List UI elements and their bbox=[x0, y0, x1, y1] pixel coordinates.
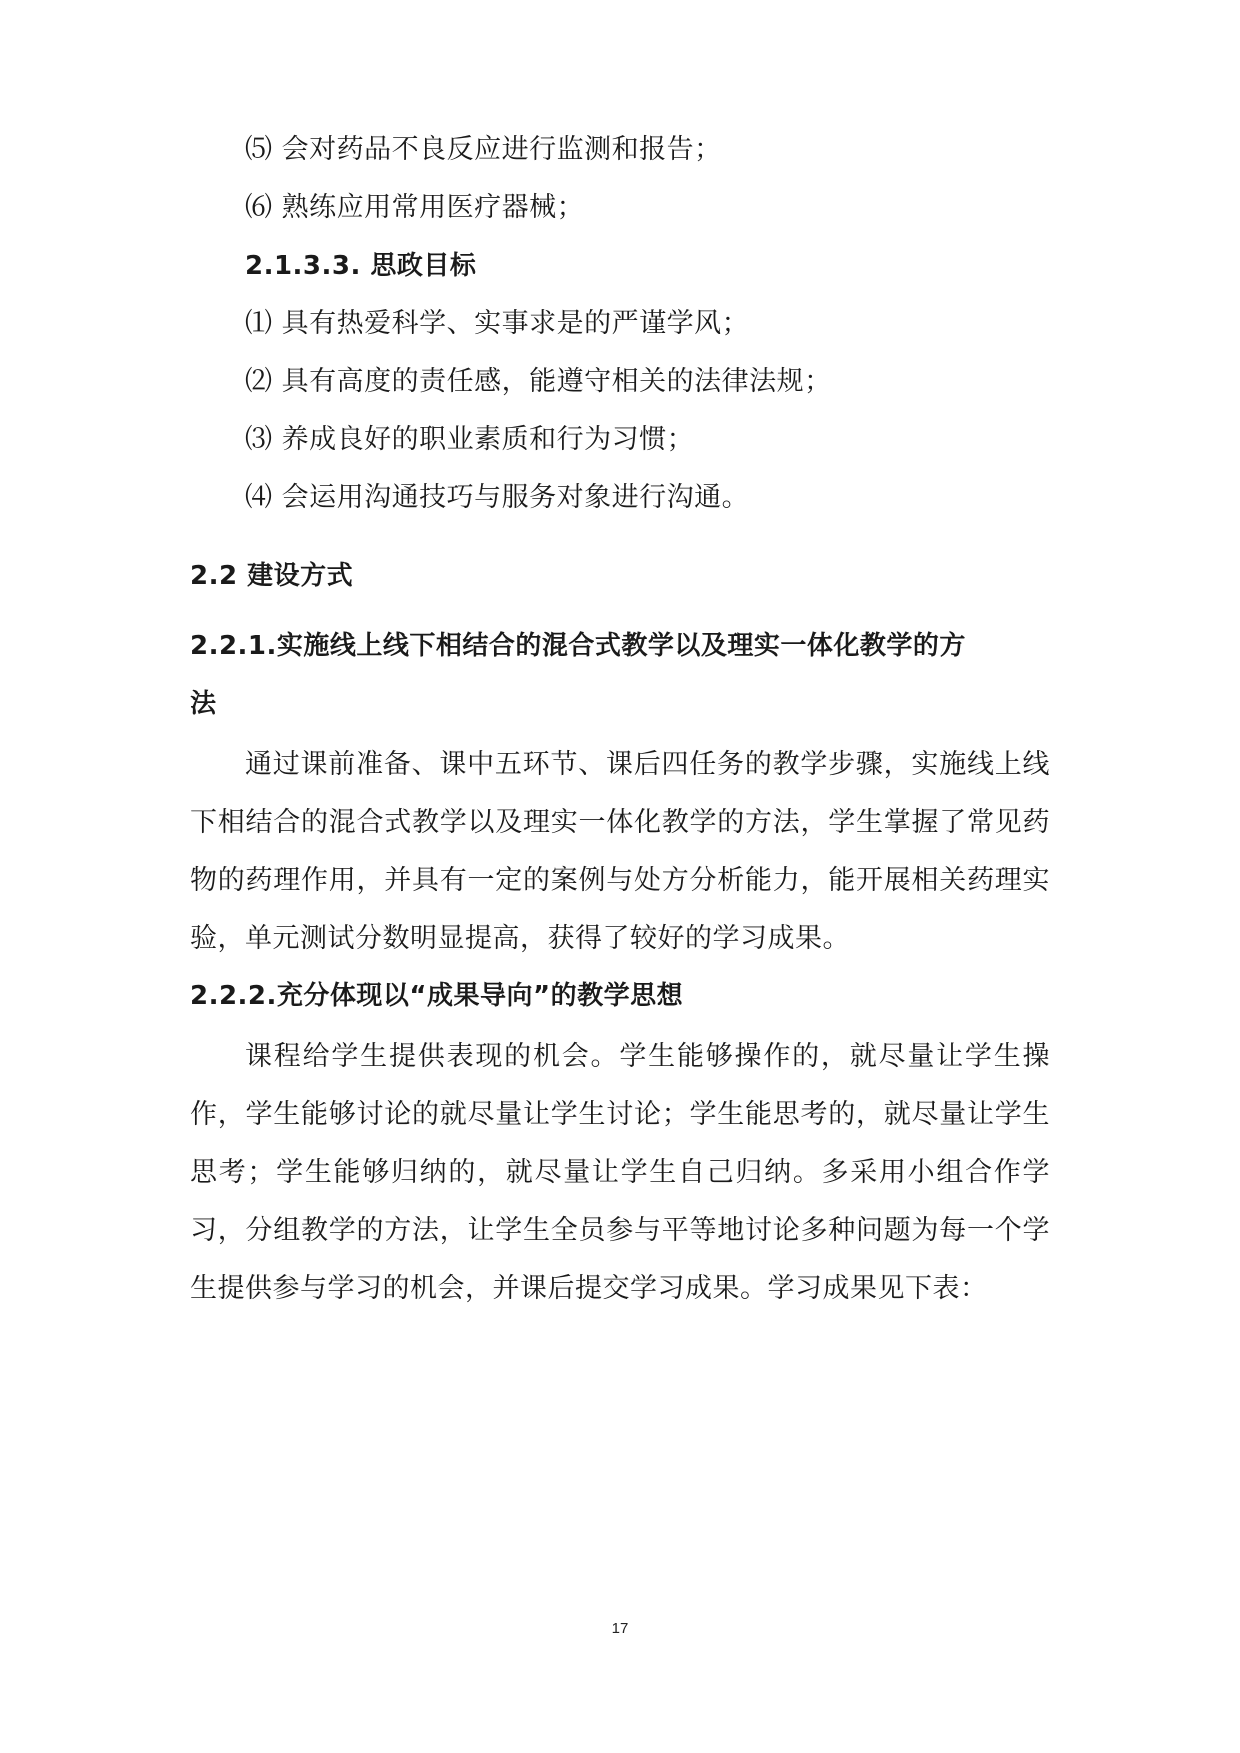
list-item: ⑷ 会运用沟通技巧与服务对象进行沟通。 bbox=[245, 482, 750, 513]
list-item: ⑵ 具有高度的责任感，能遵守相关的法律法规； bbox=[245, 366, 832, 397]
list-item-5: ⑸ 会对药品不良反应进行监测和报告； bbox=[245, 134, 722, 165]
list-item-6: ⑹ 熟练应用常用医疗器械； bbox=[245, 192, 585, 223]
heading-221-line2: 法 bbox=[190, 689, 217, 719]
list-item: ⑶ 养成良好的职业素质和行为习惯； bbox=[245, 424, 695, 455]
list-item: ⑴ 具有热爱科学、实事求是的严谨学风； bbox=[245, 308, 750, 339]
page-number: 17 bbox=[611, 1620, 629, 1637]
heading-2133: 2.1.3.3. 思政目标 bbox=[245, 251, 477, 281]
paragraph-221: 通过课前准备、课中五环节、课后四任务的教学步骤，实施线上线下相结合的混合式教学以及理实一体化教学的方法，学生掌握了常见药物的药理作用，并具有一定的案例与处方分析能力，能开展相关药理实验，单元测试分数明显提高，获得了较好的学习成果。 bbox=[190, 749, 1050, 954]
heading-22: 2.2 建设方式 bbox=[190, 561, 354, 591]
paragraph-222: 课程给学生提供表现的机会。学生能够操作的，就尽量让学生操作，学生能够讨论的就尽量让学生讨论；学生能思考的，就尽量让学生思考；学生能够归纳的，就尽量让学生自己归纳。多采用小组合作学习，分组教学的方法，让学生全员参与平等地讨论多种问题为每一个学生提供参与学习的机会，并课后提交学习成果。学习成果见下表： bbox=[190, 1041, 1050, 1304]
heading-221-line1: 2.2.1.实施线上线下相结合的混合式教学以及理实一体化教学的方 bbox=[190, 631, 966, 661]
heading-222: 2.2.2.充分体现以“成果导向”的教学思想 bbox=[190, 981, 684, 1011]
